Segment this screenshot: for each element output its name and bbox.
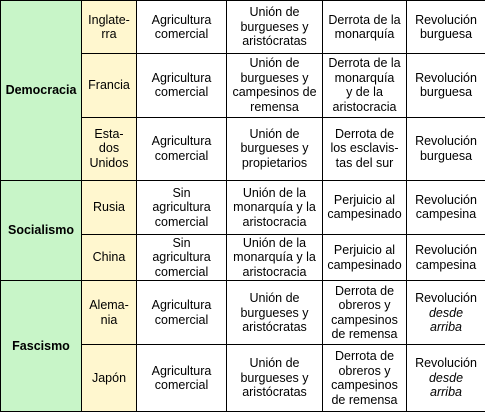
system-label: Fascismo <box>1 281 82 412</box>
coalition-cell: Unión de la monarquía y la aristocracia <box>227 180 323 234</box>
outcome-cell: Perjuicio al campesinado <box>323 180 407 234</box>
country-cell: Francia <box>82 54 137 117</box>
revolution-cell <box>407 1 485 54</box>
agriculture-cell: Sin agricultura comercial <box>137 180 227 234</box>
country-cell: Alema- nia <box>82 281 137 345</box>
outcome-cell: Derrota de los esclavis- tas del sur <box>323 117 407 180</box>
revolution-qualifier: desde arriba <box>428 370 464 400</box>
revolution-type: Revolución <box>415 291 477 306</box>
agriculture-cell: Agricultura comercial <box>137 281 227 345</box>
revolution-type: Revolución campesina <box>415 192 477 222</box>
table-row <box>1 1 485 54</box>
system-label: Democracia <box>1 1 82 181</box>
revolution-cell <box>407 281 485 345</box>
revolution-type: Revolución <box>415 356 477 371</box>
coalition-cell: Unión de burgueses y campesinos de remensa <box>227 54 323 117</box>
outcome-cell: Derrota de obreros y campesinos de remensa <box>323 281 407 345</box>
revolution-cell <box>407 235 485 281</box>
agriculture-cell: Sin agricultura comercial <box>137 235 227 281</box>
revolution-cell <box>407 117 485 180</box>
revolution-cell <box>407 180 485 234</box>
agriculture-cell: Agricultura comercial <box>137 54 227 117</box>
coalition-cell: Unión de burgueses y propietarios <box>227 117 323 180</box>
coalition-cell: Unión de burgueses y aristócratas <box>227 345 323 412</box>
table-row <box>1 281 485 345</box>
outcome-cell: Perjuicio al campesinado <box>323 235 407 281</box>
agriculture-cell: Agricultura comercial <box>137 1 227 54</box>
coalition-cell: Unión de burgueses y aristócratas <box>227 1 323 54</box>
country-cell: Japón <box>82 345 137 412</box>
revolution-type: Revolución burguesa <box>415 12 477 42</box>
revolution-cell <box>407 345 485 412</box>
coalition-cell: Unión de la monarquía y la aristocracia <box>227 235 323 281</box>
revolution-cell <box>407 54 485 117</box>
agriculture-cell: Agricultura comercial <box>137 345 227 412</box>
outcome-cell: Derrota de obreros y campesinos de remensa <box>323 345 407 412</box>
system-label: Socialismo <box>1 180 82 280</box>
agriculture-cell: Agricultura comercial <box>137 117 227 180</box>
country-cell: Inglate- rra <box>82 1 137 54</box>
country-cell: China <box>82 235 137 281</box>
revolution-type: Revolución burguesa <box>415 70 477 100</box>
table-row <box>1 180 485 234</box>
revolution-type: Revolución campesina <box>415 243 477 272</box>
revolution-qualifier: desde arriba <box>428 305 464 335</box>
coalition-cell: Unión de burgueses y aristócratas <box>227 281 323 345</box>
revolution-type: Revolución burguesa <box>415 134 477 163</box>
country-cell: Rusia <box>82 180 137 234</box>
outcome-cell: Derrota de la monarquía y de la aristocracia <box>323 54 407 117</box>
outcome-cell: Derrota de la monarquía <box>323 1 407 54</box>
country-cell: Esta- dos Unidos <box>82 117 137 180</box>
